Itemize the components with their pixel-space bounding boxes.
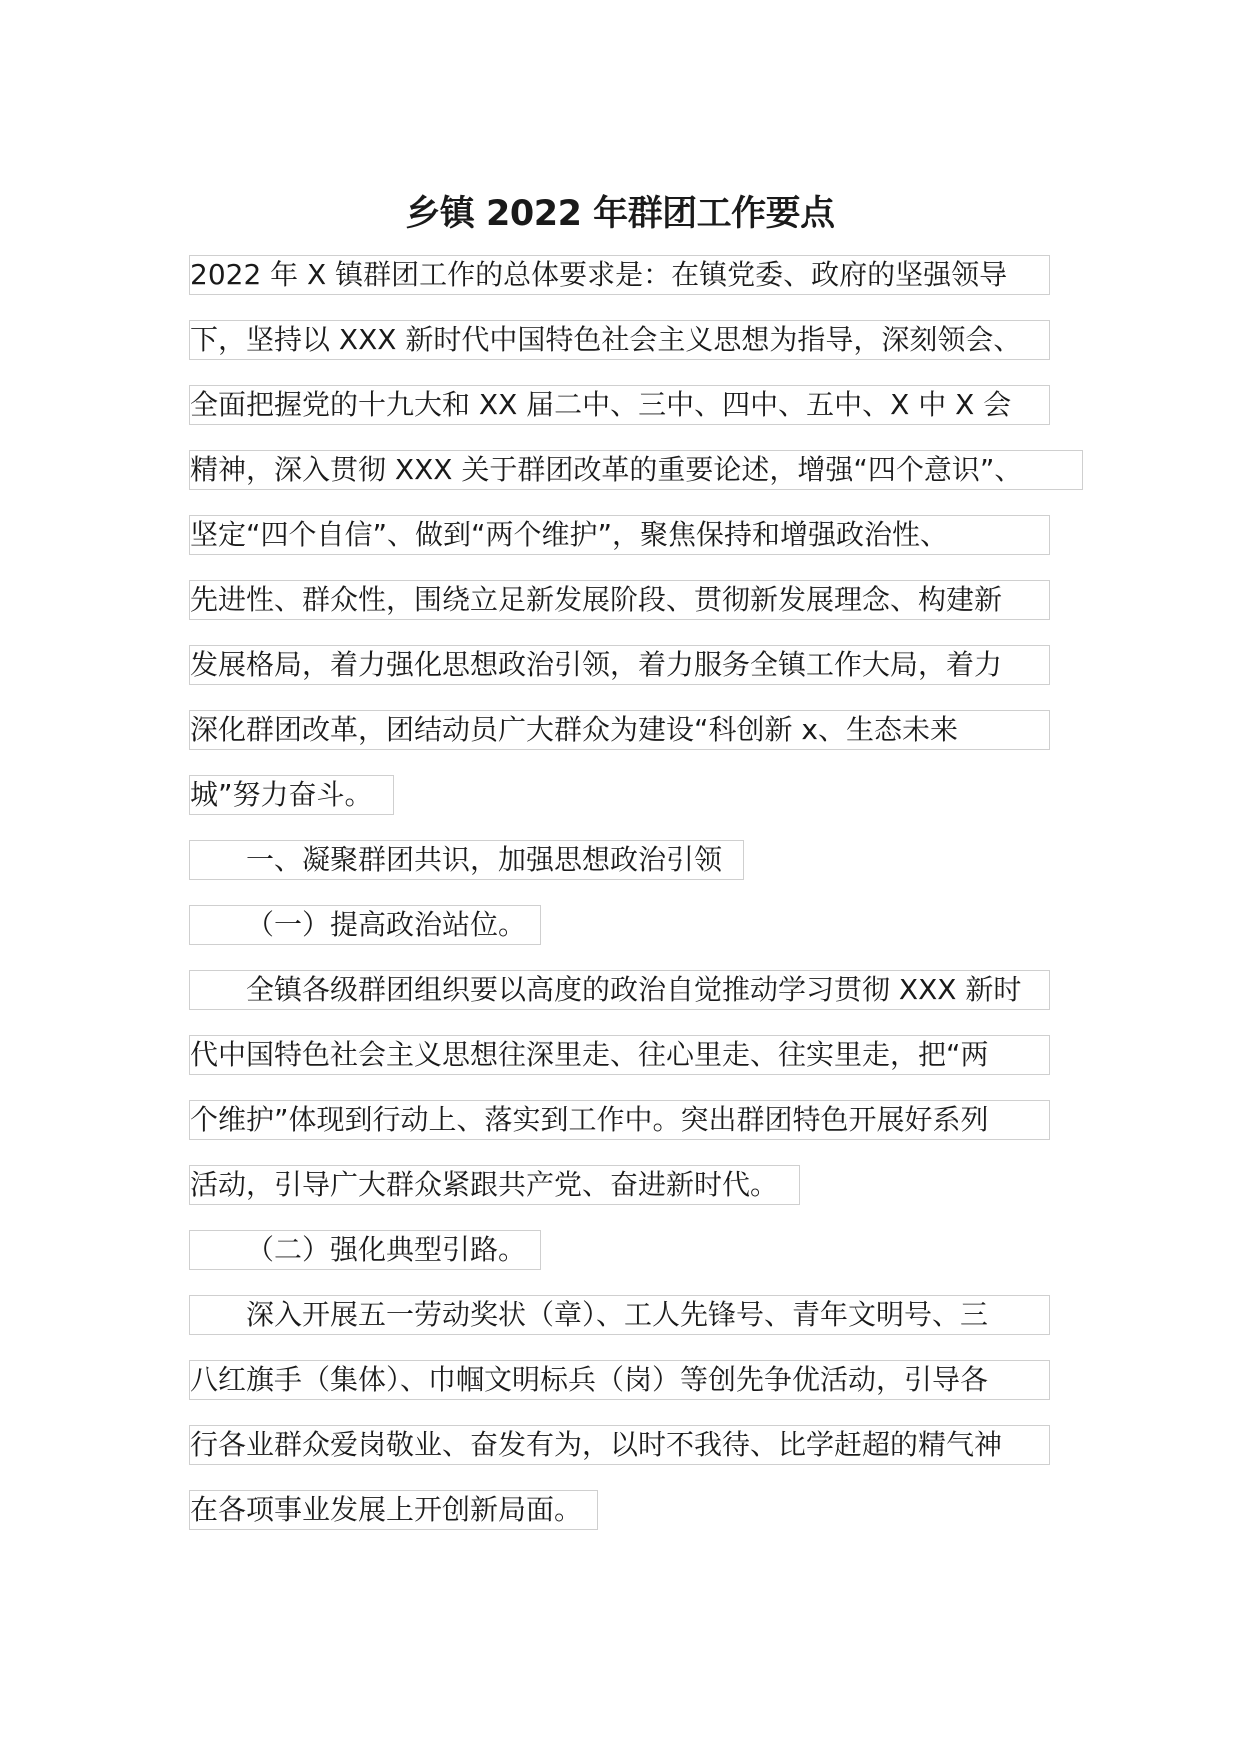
paragraph-line: 在各项事业发展上开创新局面。	[189, 1490, 598, 1530]
paragraph-line: 2022 年 X 镇群团工作的总体要求是：在镇党委、政府的坚强领导	[189, 255, 1050, 295]
subsection-heading: （一）提高政治站位。	[189, 905, 541, 945]
paragraph-line: 城”努力奋斗。	[189, 775, 394, 815]
paragraph-line: 下，坚持以 XXX 新时代中国特色社会主义思想为指导，深刻领会、	[189, 320, 1050, 360]
section-heading: 一、凝聚群团共识，加强思想政治引领	[189, 840, 744, 880]
paragraph-line: 全面把握党的十九大和 XX 届二中、三中、四中、五中、X 中 X 会	[189, 385, 1050, 425]
paragraph-line: 八红旗手（集体）、巾帼文明标兵（岗）等创先争优活动，引导各	[189, 1360, 1050, 1400]
paragraph-line: 行各业群众爱岗敬业、奋发有为，以时不我待、比学赶超的精气神	[189, 1425, 1050, 1465]
subsection-heading: （二）强化典型引路。	[189, 1230, 541, 1270]
paragraph-line: 发展格局，着力强化思想政治引领，着力服务全镇工作大局，着力	[189, 645, 1050, 685]
paragraph-line: 坚定“四个自信”、做到“两个维护”，聚焦保持和增强政治性、	[189, 515, 1050, 555]
paragraph-line: 代中国特色社会主义思想往深里走、往心里走、往实里走，把“两	[189, 1035, 1050, 1075]
paragraph-line: 全镇各级群团组织要以高度的政治自觉推动学习贯彻 XXX 新时	[189, 970, 1050, 1010]
paragraph-line: 深入开展五一劳动奖状（章）、工人先锋号、青年文明号、三	[189, 1295, 1050, 1335]
document-title: 乡镇 2022 年群团工作要点	[405, 194, 835, 234]
paragraph-line: 先进性、群众性，围绕立足新发展阶段、贯彻新发展理念、构建新	[189, 580, 1050, 620]
paragraph-line: 个维护”体现到行动上、落实到工作中。突出群团特色开展好系列	[189, 1100, 1050, 1140]
paragraph-line: 深化群团改革，团结动员广大群众为建设“科创新 x、生态未来	[189, 710, 1050, 750]
paragraph-line: 精神，深入贯彻 XXX 关于群团改革的重要论述，增强“四个意识”、	[189, 450, 1083, 490]
paragraph-line: 活动，引导广大群众紧跟共产党、奋进新时代。	[189, 1165, 800, 1205]
